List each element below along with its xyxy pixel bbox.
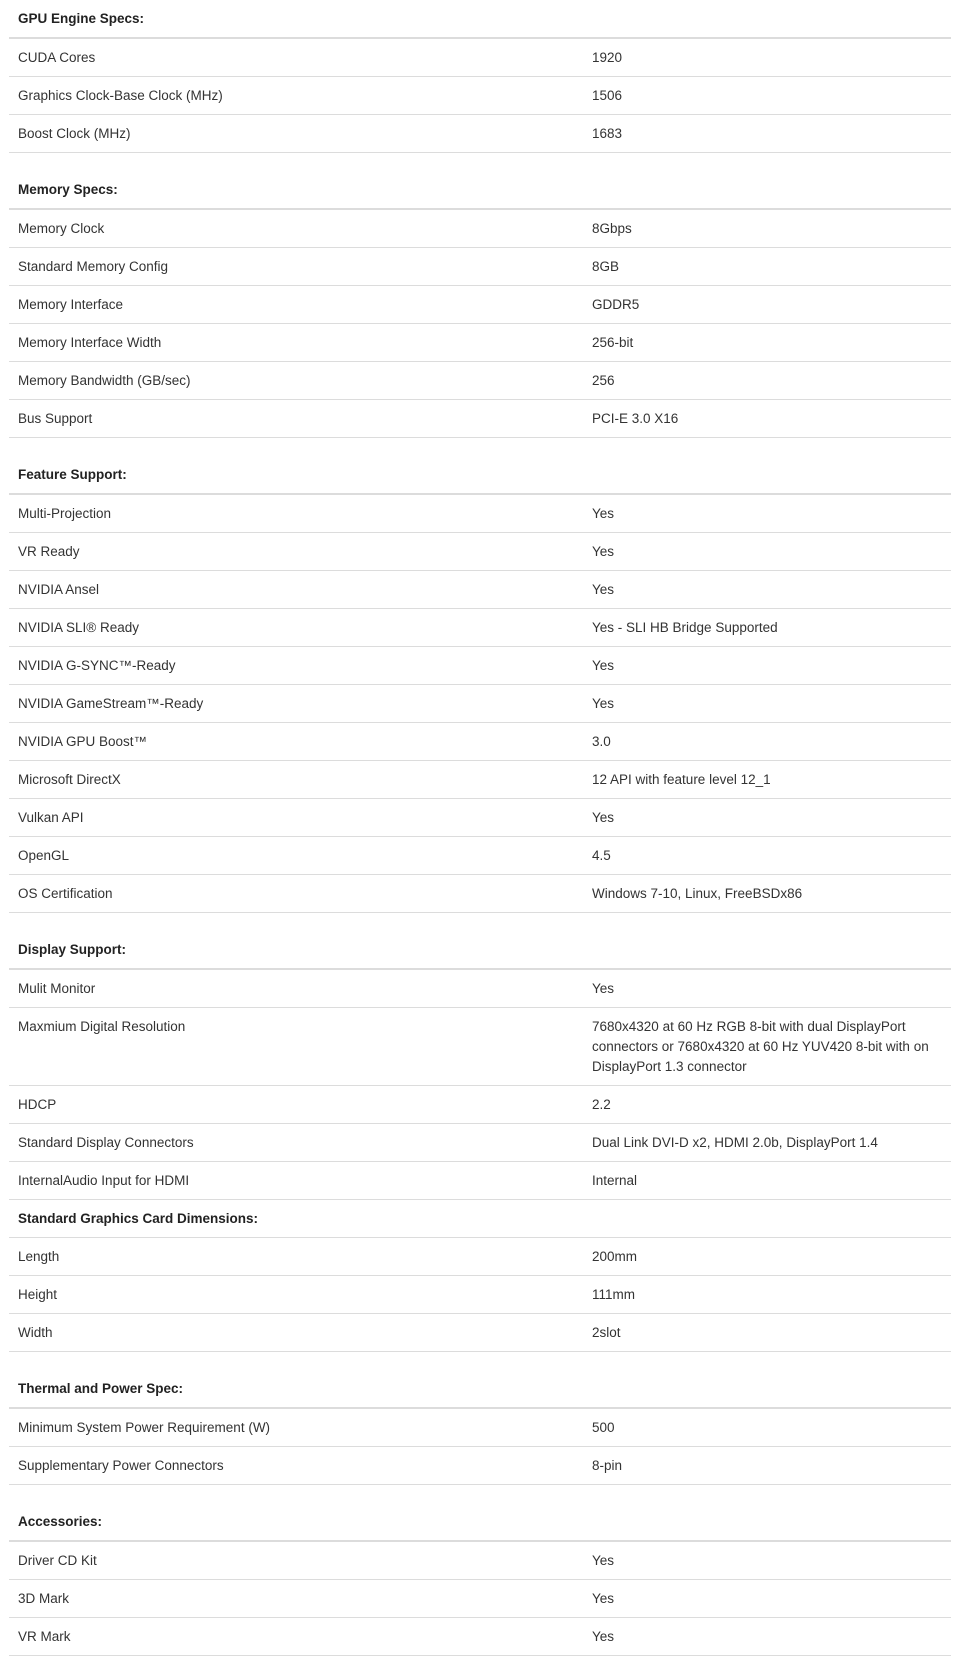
section-header-thermal-power bbox=[9, 1352, 951, 1409]
spec-label: Microsoft DirectX bbox=[9, 761, 583, 799]
spec-label: Length bbox=[9, 1238, 583, 1276]
spec-label: NVIDIA GPU Boost™ bbox=[9, 723, 583, 761]
section-title: GPU Engine Specs: bbox=[9, 0, 951, 38]
spec-row bbox=[9, 1008, 951, 1086]
spec-row bbox=[9, 875, 951, 913]
spec-row bbox=[9, 115, 951, 153]
spec-value: Yes bbox=[583, 1541, 951, 1580]
spec-label: Supplementary Power Connectors bbox=[9, 1447, 583, 1485]
section-header-feature-support bbox=[9, 438, 951, 495]
spec-label: InternalAudio Input for HDMI bbox=[9, 1162, 583, 1200]
spec-value: Dual Link DVI-D x2, HDMI 2.0b, DisplayPort 1.4 bbox=[583, 1124, 951, 1162]
spec-value: 2slot bbox=[583, 1314, 951, 1352]
spec-value: 256-bit bbox=[583, 324, 951, 362]
spec-row bbox=[9, 324, 951, 362]
spec-label: Memory Bandwidth (GB/sec) bbox=[9, 362, 583, 400]
spec-row bbox=[9, 38, 951, 77]
spec-value: Windows 7-10, Linux, FreeBSDx86 bbox=[583, 875, 951, 913]
spec-label: Driver CD Kit bbox=[9, 1541, 583, 1580]
spec-label: Height bbox=[9, 1276, 583, 1314]
spec-row bbox=[9, 1618, 951, 1656]
spec-row bbox=[9, 837, 951, 875]
spec-label: Memory Clock bbox=[9, 209, 583, 248]
spec-value: 1506 bbox=[583, 77, 951, 115]
section-title: Memory Specs: bbox=[9, 153, 951, 210]
spec-value: 3.0 bbox=[583, 723, 951, 761]
spec-label: Multi-Projection bbox=[9, 494, 583, 533]
spec-label: Standard Display Connectors bbox=[9, 1124, 583, 1162]
spec-value: Yes bbox=[583, 1580, 951, 1618]
spec-value: Yes bbox=[583, 533, 951, 571]
section-title: Standard Graphics Card Dimensions: bbox=[9, 1200, 951, 1238]
section-title: Feature Support: bbox=[9, 438, 951, 495]
section-header-card-dimensions bbox=[9, 1200, 951, 1238]
spec-row bbox=[9, 647, 951, 685]
spec-row bbox=[9, 1541, 951, 1580]
spec-label: Mulit Monitor bbox=[9, 969, 583, 1008]
spec-label: Width bbox=[9, 1314, 583, 1352]
spec-label: Boost Clock (MHz) bbox=[9, 115, 583, 153]
spec-table bbox=[9, 0, 951, 1656]
spec-label: Graphics Clock-Base Clock (MHz) bbox=[9, 77, 583, 115]
spec-label: Memory Interface bbox=[9, 286, 583, 324]
spec-label: HDCP bbox=[9, 1086, 583, 1124]
spec-row bbox=[9, 609, 951, 647]
spec-value: Yes bbox=[583, 1618, 951, 1656]
spec-label: NVIDIA G-SYNC™-Ready bbox=[9, 647, 583, 685]
spec-value: GDDR5 bbox=[583, 286, 951, 324]
spec-row bbox=[9, 685, 951, 723]
spec-value: 7680x4320 at 60 Hz RGB 8-bit with dual DisplayPort connectors or 7680x4320 at 60 Hz YUV420 8-bit with on DisplayPort 1.3 connector bbox=[583, 1008, 951, 1086]
section-title: Accessories: bbox=[9, 1485, 951, 1542]
spec-row bbox=[9, 723, 951, 761]
spec-label: 3D Mark bbox=[9, 1580, 583, 1618]
spec-value: PCI-E 3.0 X16 bbox=[583, 400, 951, 438]
spec-value: Yes bbox=[583, 571, 951, 609]
spec-row bbox=[9, 1314, 951, 1352]
spec-label: Minimum System Power Requirement (W) bbox=[9, 1408, 583, 1447]
spec-value: Yes bbox=[583, 647, 951, 685]
spec-value: Yes bbox=[583, 685, 951, 723]
spec-value: 500 bbox=[583, 1408, 951, 1447]
spec-row bbox=[9, 1276, 951, 1314]
spec-row bbox=[9, 1408, 951, 1447]
spec-value: Yes bbox=[583, 494, 951, 533]
spec-value: Internal bbox=[583, 1162, 951, 1200]
spec-row bbox=[9, 209, 951, 248]
spec-value: 1683 bbox=[583, 115, 951, 153]
spec-value: 200mm bbox=[583, 1238, 951, 1276]
section-header-gpu-engine bbox=[9, 0, 951, 38]
spec-value: 4.5 bbox=[583, 837, 951, 875]
spec-row bbox=[9, 494, 951, 533]
spec-value: 12 API with feature level 12_1 bbox=[583, 761, 951, 799]
spec-sheet bbox=[9, 0, 951, 1656]
spec-label: VR Ready bbox=[9, 533, 583, 571]
spec-label: NVIDIA Ansel bbox=[9, 571, 583, 609]
spec-value: Yes - SLI HB Bridge Supported bbox=[583, 609, 951, 647]
spec-row bbox=[9, 799, 951, 837]
spec-row bbox=[9, 1124, 951, 1162]
section-title: Display Support: bbox=[9, 913, 951, 970]
spec-label: NVIDIA SLI® Ready bbox=[9, 609, 583, 647]
spec-label: Bus Support bbox=[9, 400, 583, 438]
spec-row bbox=[9, 248, 951, 286]
section-header-display-support bbox=[9, 913, 951, 970]
spec-value: 2.2 bbox=[583, 1086, 951, 1124]
spec-label: Standard Memory Config bbox=[9, 248, 583, 286]
section-header-memory bbox=[9, 153, 951, 210]
spec-row bbox=[9, 571, 951, 609]
spec-label: OS Certification bbox=[9, 875, 583, 913]
spec-row bbox=[9, 77, 951, 115]
spec-label: VR Mark bbox=[9, 1618, 583, 1656]
spec-value: 8Gbps bbox=[583, 209, 951, 248]
spec-row bbox=[9, 1447, 951, 1485]
spec-value: 111mm bbox=[583, 1276, 951, 1314]
spec-label: Memory Interface Width bbox=[9, 324, 583, 362]
spec-row bbox=[9, 1086, 951, 1124]
spec-label: NVIDIA GameStream™-Ready bbox=[9, 685, 583, 723]
section-header-accessories bbox=[9, 1485, 951, 1542]
spec-value: 8-pin bbox=[583, 1447, 951, 1485]
spec-row bbox=[9, 286, 951, 324]
spec-value: Yes bbox=[583, 799, 951, 837]
spec-label: Maxmium Digital Resolution bbox=[9, 1008, 583, 1086]
spec-row bbox=[9, 969, 951, 1008]
spec-row bbox=[9, 400, 951, 438]
spec-row bbox=[9, 761, 951, 799]
spec-label: Vulkan API bbox=[9, 799, 583, 837]
spec-row bbox=[9, 1162, 951, 1200]
spec-value: 1920 bbox=[583, 38, 951, 77]
spec-row bbox=[9, 1238, 951, 1276]
spec-row bbox=[9, 362, 951, 400]
spec-label: OpenGL bbox=[9, 837, 583, 875]
spec-row bbox=[9, 1580, 951, 1618]
spec-row bbox=[9, 533, 951, 571]
spec-value: Yes bbox=[583, 969, 951, 1008]
spec-value: 8GB bbox=[583, 248, 951, 286]
spec-value: 256 bbox=[583, 362, 951, 400]
spec-label: CUDA Cores bbox=[9, 38, 583, 77]
section-title: Thermal and Power Spec: bbox=[9, 1352, 951, 1409]
